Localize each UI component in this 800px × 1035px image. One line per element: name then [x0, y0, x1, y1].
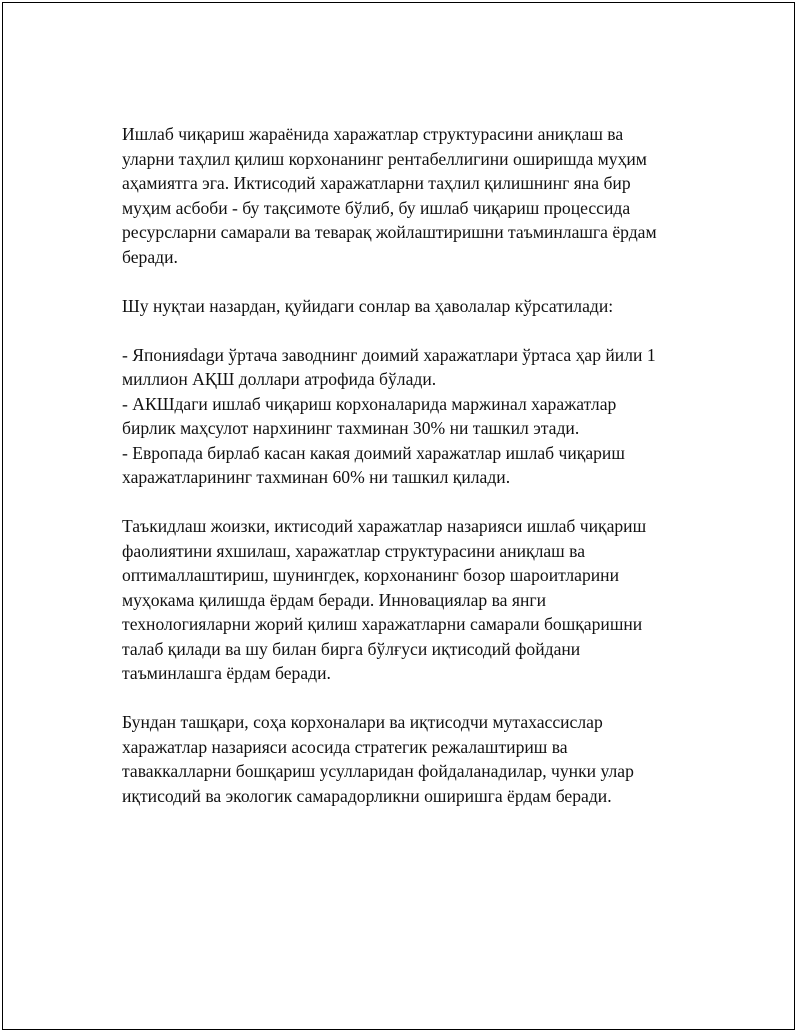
list-item-line: харажатларининг тахминан 60% ни ташкил қилади. — [122, 467, 511, 487]
text-line: технологияларни жорий қилиш харажатларни самарали бошқаришни — [122, 614, 643, 634]
paragraph-spacer — [122, 318, 692, 343]
text-line: оптималлаштириш, шунингдек, корхонанинг бозор шароитларини — [122, 565, 619, 585]
paragraph-emphasis — [122, 514, 692, 686]
text-line: муҳим асбоби - бу тақсимоте бўлиб, бу ишлаб чиқариш процессида — [122, 197, 631, 218]
text-line: Бундан ташқари, соҳа корхоналари ва иқтисодчи мутахассислар — [122, 712, 603, 732]
document-body — [122, 122, 692, 808]
list-item-line: миллион АҚШ доллари атрофида бўлади. — [122, 369, 437, 389]
list-item-line: - Японияdagи ўртача заводнинг доимий харажатлари ўртаса ҳар йили 1 — [122, 344, 656, 365]
text-line: ресурсларни самарали ва теварақ жойлаштиришни таъминлашга ёрдам — [122, 222, 657, 242]
text-line: фаолиятини яхшилаш, харажатлар структурасини аниқлаш ва — [122, 540, 586, 561]
text-line: таваккалларни бошқариш усулларидан фойдаланадилар, чунки улар — [122, 761, 634, 781]
text-line: талаб қилади ва шу билан бирга бўлғуси иқтисодий фойдани — [122, 638, 581, 659]
text-line: иқтисодий ва экологик самарадорликни оширишга ёрдам беради. — [122, 785, 612, 806]
list-item-line: - АКШдаги ишлаб чиқариш корхоналарида маржинал харажатлар — [122, 393, 617, 414]
text-line: харажатлар назарияси асосида стратегик режалаштириш ва — [122, 736, 568, 757]
document-page — [2, 2, 795, 1030]
text-line: Ишлаб чиқариш жараёнида харажатлар структурасини аниқлаш ва — [122, 124, 624, 144]
text-line: аҳамиятга эга. Иктисодий харажатларни таҳлил қилишнинг яна бир — [122, 173, 631, 193]
paragraph-spacer — [122, 269, 692, 294]
paragraph-conclusion — [122, 710, 692, 808]
paragraph-spacer — [122, 490, 692, 515]
text-line: таъминлашга ёрдам беради. — [122, 663, 331, 683]
paragraph-lead-in — [122, 294, 692, 319]
list-item-line: бирлик маҳсулот нархининг тахминан 30% ни ташкил этади. — [122, 418, 580, 438]
text-line: Шу нуқтаи назардан, қуйидаги сонлар ва ҳаволалар кўрсатилади: — [122, 295, 614, 316]
text-line: Таъкидлаш жоизки, иктисодий харажатлар назарияси ишлаб чиқариш — [122, 516, 647, 536]
list-item-line: - Европада бирлаб касан какая доимий харажатлар ишлаб чиқариш — [122, 442, 625, 463]
text-line: уларни таҳлил қилиш корхонанинг рентабеллигини оширишда муҳим — [122, 148, 647, 169]
paragraph-spacer — [122, 686, 692, 711]
paragraph-facts-list — [122, 343, 692, 490]
paragraph-intro — [122, 122, 692, 269]
text-line: беради. — [122, 246, 178, 267]
text-line: муҳокама қилишда ёрдам беради. Инновациялар ва янги — [122, 589, 547, 610]
